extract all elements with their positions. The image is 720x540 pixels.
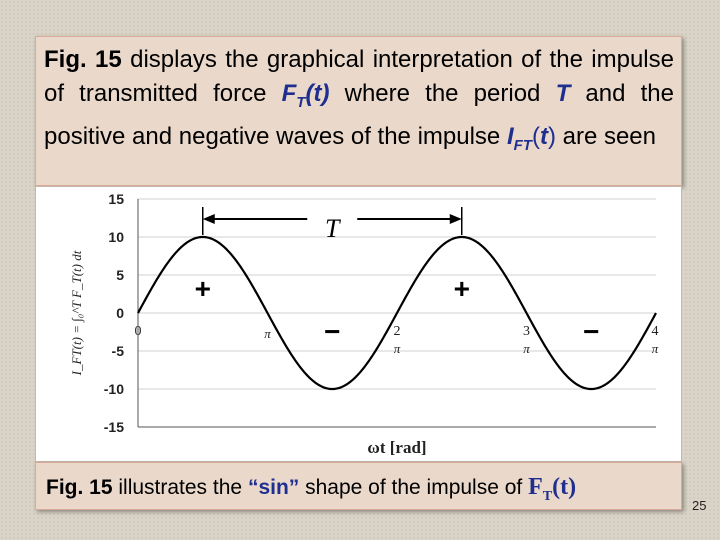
impulse-symbol: $I_{FT}(t)$ <box>506 122 556 154</box>
x-tick-pi-label: π <box>393 341 401 356</box>
arrowhead-right <box>450 214 462 224</box>
y-tick-label: 10 <box>108 229 124 245</box>
caption-force-symbol: $F_T(t)$ <box>528 474 577 504</box>
y-tick-label: -10 <box>103 381 124 397</box>
description-text: Fig. 15 displays the graphical interpretation of the impulse of transmitted force $F_T(t)$ where the period T and the positive and negative waves of the impulse $I_{FT}(t)$ are seen <box>44 46 674 154</box>
caption-box <box>35 462 682 510</box>
impulse-chart <box>36 187 681 461</box>
negative-wave-marker: − <box>324 315 341 347</box>
description-box <box>35 36 682 186</box>
x-tick-label: 0 <box>134 324 142 339</box>
negative-wave-marker: − <box>583 315 600 347</box>
chart-frame <box>35 186 682 462</box>
y-axis-label: I_FT(t) = ∫₀^T F_T(t) dt <box>69 250 84 376</box>
y-tick-label: 0 <box>116 305 124 321</box>
x-tick-label: 3 <box>523 324 530 339</box>
y-tick-label: -15 <box>103 419 124 435</box>
y-tick-label: 15 <box>108 191 124 207</box>
page-number: 25 <box>692 498 707 513</box>
fig-ref: Fig. 15 <box>44 46 122 73</box>
sin-word: “sin” <box>247 476 300 499</box>
y-tick-label: -5 <box>111 343 124 359</box>
force-symbol: $F_T(t)$ <box>281 80 330 111</box>
period-label: T <box>325 214 340 243</box>
x-tick-pi-label: π <box>523 341 530 356</box>
x-tick-pi-label: π <box>264 326 271 341</box>
x-axis-label: ωt [rad] <box>367 438 427 457</box>
positive-wave-marker: + <box>194 273 211 305</box>
x-tick-label: 2 <box>393 324 401 339</box>
arrowhead-left <box>203 214 215 224</box>
y-tick-label: 5 <box>116 267 124 283</box>
caption-fig-ref: Fig. 15 <box>46 476 113 499</box>
x-tick-pi-label: π <box>651 341 659 356</box>
caption-text: Fig. 15 illustrates the “sin” shape of the impulse of $F_T(t)$ <box>46 474 577 504</box>
period-symbol: T <box>555 80 571 107</box>
x-tick-label: 4 <box>651 324 659 339</box>
positive-wave-marker: + <box>453 273 470 305</box>
